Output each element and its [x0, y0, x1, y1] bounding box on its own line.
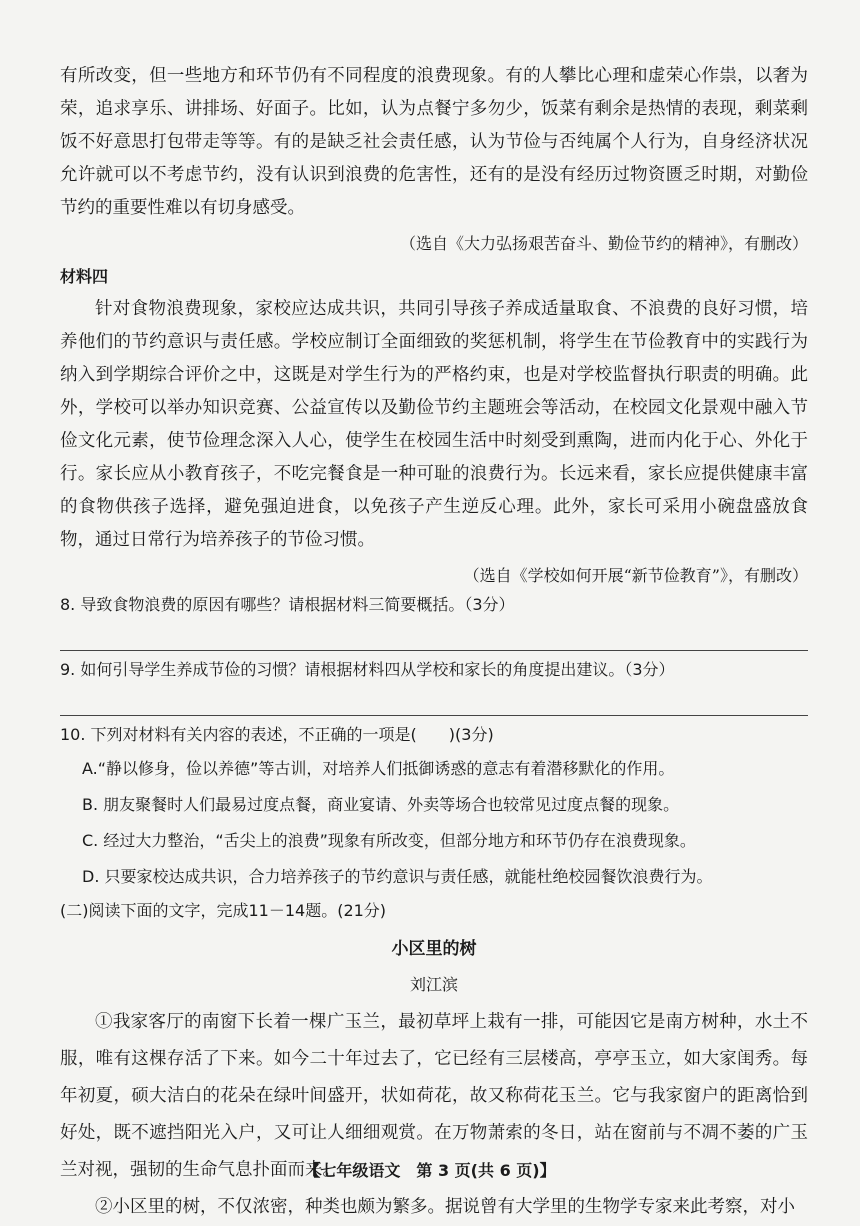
- answer-line-8[interactable]: [60, 618, 808, 651]
- material4-heading: 材料四: [60, 267, 109, 286]
- page-footer: 【七年级语文 第 3 页(共 6 页)】: [304, 1161, 556, 1180]
- option-b: B. 朋友聚餐时人们最易过度点餐，商业宴请、外卖等场合也较常见过度点餐的现象。: [82, 795, 680, 814]
- story-author: 刘江滨: [409, 975, 458, 994]
- story-paragraph-1: ①我家客厅的南窗下长着一棵广玉兰，最初草坪上栽有一排，可能因它是南方树种，水土不服，唯有这棵存活了下来。如今二十年过去了，它已经有三层楼高，亭亭玉立，如大家闺秀。每年初夏，硕大洁白的花朵在绿叶间盛开，状如荷花，故又称荷花玉兰。它与我家窗户的距离恰到好处，既不遮挡阳光入户，又可让人细细观赏。在万物萧索的冬日，站在窗前与不凋不萎的广玉兰对视，强韧的生命气息扑面而来。: [60, 1012, 808, 1180]
- material4-paragraph: 针对食物浪费现象，家校应达成共识，共同引导孩子养成适量取食、不浪费的良好习惯，培养他们的节约意识与责任感。学校应制订全面细致的奖惩机制，将学生在节俭教育中的实践行为纳入到学期综合评价之中，这既是对学生行为的严格约束，也是对学校监督执行职责的明确。此外，学校可以举办知识竞赛、公益宣传以及勤俭节约主题班会等活动，在校园文化景观中融入节俭文化元素，使节俭理念深入人心，使学生在校园生活中时刻受到熏陶，进而内化于心、外化于行。家长应从小教育孩子，不吃完餐食是一种可耻的浪费行为。长远来看，家长应提供健康丰富的食物供孩子选择，避免强迫进食，以免孩子产生逆反心理。此外，家长可采用小碗盘盛放食物，通过日常行为培养孩子的节俭习惯。: [60, 299, 808, 550]
- section-2-heading: (二)阅读下面的文字，完成11－14题。(21分): [60, 901, 387, 920]
- material3-paragraph: 有所改变，但一些地方和环节仍有不同程度的浪费现象。有的人攀比心理和虚荣心作祟，以奢为荣，追求享乐、讲排场、好面子。比如，认为点餐宁多勿少，饭菜有剩余是热情的表现，剩菜剩饭不好意思打包带走等等。有的是缺乏社会责任感，认为节俭与否纯属个人行为，自身经济状况允许就可以不考虑节约，没有认识到浪费的危害性，还有的是没有经历过物资匮乏时期，对勤俭节约的重要性难以有切身感受。: [60, 66, 808, 218]
- option-a: A.“静以修身，俭以养德”等古训，对培养人们抵御诱惑的意志有着潜移默化的作用。: [82, 759, 675, 778]
- story-paragraph-2: ②小区里的树，不仅浓密，种类也颇为繁多。据说曾有大学里的生物学专家来此考察，对小: [95, 1197, 795, 1217]
- answer-line-9[interactable]: [60, 683, 808, 716]
- question-10: 10. 下列对材料有关内容的表述，不正确的一项是( )(3分): [60, 725, 494, 744]
- question-9: 9. 如何引导学生养成节俭的习惯？请根据材料四从学校和家长的角度提出建议。（3分）: [60, 660, 675, 679]
- option-c: C. 经过大力整治，“舌尖上的浪费”现象有所改变，但部分地方和环节仍存在浪费现象。: [82, 831, 696, 850]
- story-title: 小区里的树: [391, 939, 477, 959]
- material4-source: （选自《学校如何开展“新节俭教育”》，有删改）: [463, 566, 808, 585]
- option-d: D. 只要家校达成共识，合力培养孩子的节约意识与责任感，就能杜绝校园餐饮浪费行为。: [82, 867, 713, 886]
- question-10-options: [60, 754, 808, 892]
- question-8: 8. 导致食物浪费的原因有哪些？请根据材料三简要概括。（3分）: [60, 595, 515, 614]
- material3-source: （选自《大力弘扬艰苦奋斗、勤俭节约的精神》，有删改）: [399, 234, 808, 253]
